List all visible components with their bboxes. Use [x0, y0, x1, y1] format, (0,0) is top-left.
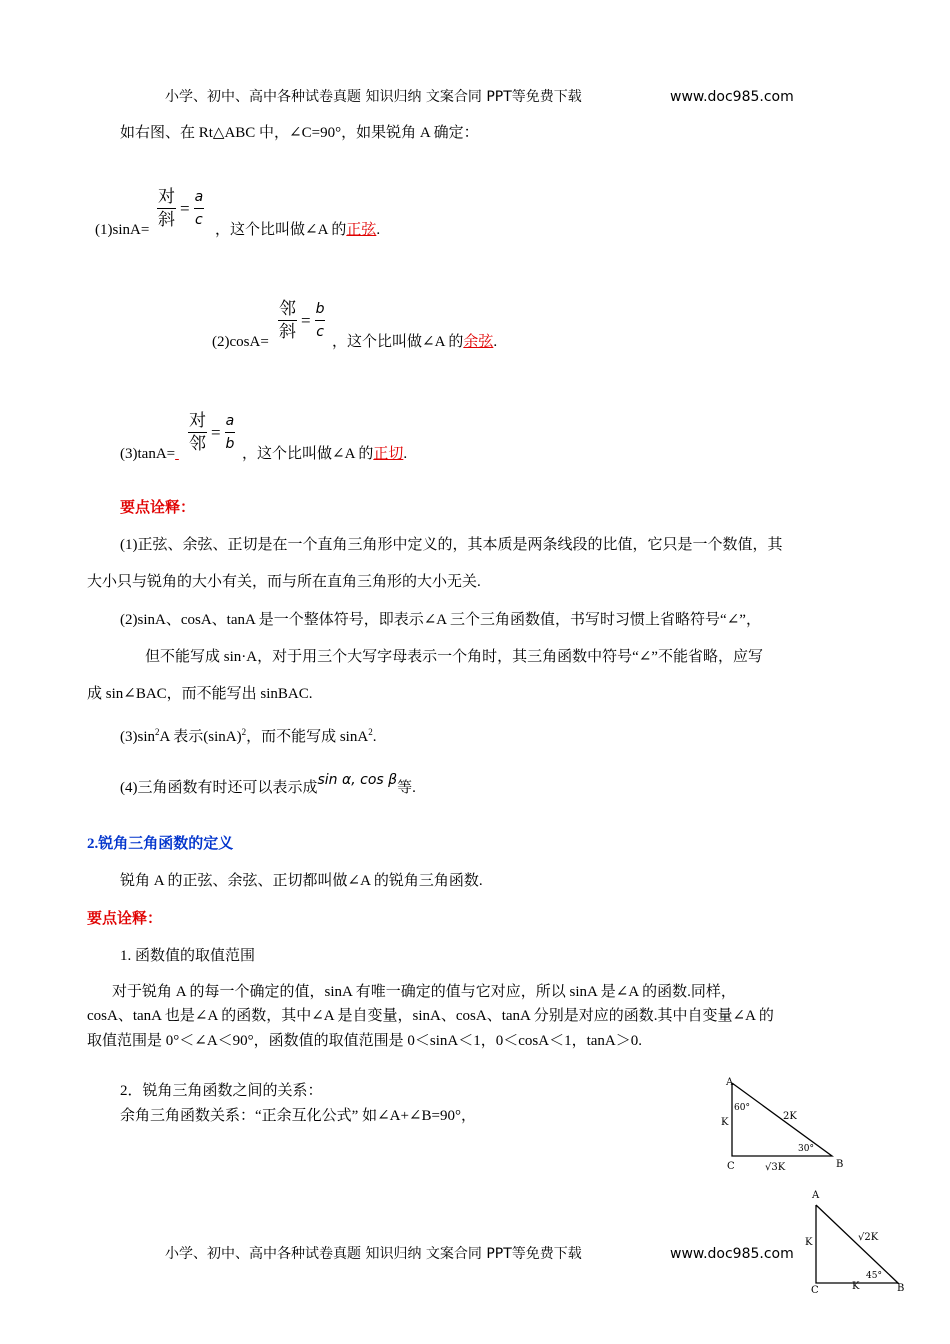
equals-sign: = [211, 422, 221, 442]
angle-b: 30° [798, 1144, 814, 1154]
cos-fraction [278, 298, 325, 343]
note-line: 成 sin∠BAC，而不能写出 sinBAC. [87, 686, 313, 702]
period: . [372, 729, 377, 745]
def-text: ，这个比叫做∠A 的 [332, 334, 464, 350]
angle-b: 45° [866, 1271, 882, 1281]
note-4 [120, 772, 416, 798]
numerator: b [315, 298, 326, 321]
period: . [493, 334, 498, 350]
footer-text: 小学、初中、高中各种试卷真题 知识归纳 文案合同 PPT等免费下载 [165, 1246, 582, 1262]
def-text: ，这个比叫做∠A 的 [242, 446, 374, 462]
vertex-c: C [727, 1161, 735, 1172]
note-4-part: 等. [397, 780, 416, 796]
numerator: 邻 [278, 298, 297, 321]
notes-title: 要点诠释： [120, 500, 196, 516]
def-text: ，这个比叫做∠A 的 [215, 222, 347, 238]
note-3 [120, 722, 376, 747]
cos-text [332, 332, 497, 352]
intro-text: 如右图、在 Rt△ABC 中，∠C=90°，如果锐角 A 确定： [120, 125, 479, 141]
tan-prefix: (3)tanA= [120, 446, 176, 462]
section-text: 锐角 A 的正弦、余弦、正切都叫做∠A 的锐角三角函数. [120, 873, 483, 889]
subheading-1: 1. 函数值的取值范围 [120, 948, 256, 964]
numerator: 对 [157, 186, 176, 209]
equals-sign: = [301, 310, 311, 330]
side-bc: K [852, 1281, 860, 1292]
vertex-b: B [897, 1283, 905, 1294]
note-3-part: A 表示(sinA) [159, 729, 242, 745]
note-3-part: ，而不能写成 sinA [246, 729, 369, 745]
superscript: 2 [241, 727, 247, 737]
vertex-b: B [836, 1159, 844, 1170]
denominator: c [195, 212, 203, 228]
triangle-45 [800, 1185, 920, 1295]
sin-definition [95, 220, 149, 240]
para-line: 取值范围是 0°＜∠A＜90°，函数值的取值范围是 0＜sinA＜1，0＜cosA＜1，tanA＞0. [87, 1033, 642, 1049]
tan-text [242, 444, 407, 464]
term-tangent: 正切 [373, 446, 404, 462]
notes-title-2: 要点诠释： [87, 911, 163, 927]
superscript: 2 [368, 727, 373, 737]
equals-sign: = [180, 198, 190, 218]
side-ab: √2K [858, 1232, 879, 1243]
numerator: a [194, 186, 205, 209]
vertex-a: A [726, 1077, 734, 1088]
vertex-c: C [811, 1285, 819, 1295]
vertex-a: A [812, 1190, 820, 1201]
note-line: 但不能写成 sin·A，对于用三个大写字母表示一个角时，其三角函数中符号“∠”不能省略，应写 [145, 649, 763, 665]
denominator: c [316, 324, 324, 340]
para-line: cosA、tanA 也是∠A 的函数，其中∠A 是自变量，sinA、cosA、tanA 分别是对应的函数.其中自变量∠A 的 [87, 1008, 774, 1024]
cos-prefix: (2)cosA= [212, 334, 269, 350]
note-line: 大小只与锐角的大小有关，而与所在直角三角形的大小无关. [87, 574, 481, 590]
cos-definition [212, 332, 269, 352]
para-line: 对于锐角 A 的每一个确定的值，sinA 有唯一确定的值与它对应，所以 sinA 是∠A 的函数.同样， [112, 984, 736, 1000]
header-url[interactable]: www.doc985.com [670, 89, 794, 105]
formula: sin α, cos β [317, 772, 398, 788]
side-ab: 2K [783, 1111, 797, 1122]
sin-fraction [157, 186, 204, 231]
period: . [403, 446, 408, 462]
tan-fraction [188, 410, 235, 455]
denominator: 斜 [158, 210, 175, 229]
numerator: 对 [188, 410, 207, 433]
sin-text [215, 220, 380, 240]
underline-mark [175, 446, 179, 462]
side-ac: K [805, 1237, 813, 1248]
tan-definition [120, 444, 179, 464]
section-title: 2.锐角三角函数的定义 [87, 836, 234, 852]
denominator: 邻 [189, 434, 206, 453]
note-line: (2)sinA、cosA、tanA 是一个整体符号，即表示∠A 三个三角函数值，书写时习惯上省略符号“∠”， [120, 612, 761, 628]
denominator: 斜 [279, 322, 296, 341]
note-3-part: (3)sin [120, 729, 155, 745]
term-cosine: 余弦 [463, 334, 494, 350]
triangle-shape [816, 1205, 898, 1283]
subheading-2: 2．锐角三角函数之间的关系： [120, 1083, 323, 1099]
numerator: a [225, 410, 236, 433]
term-sine: 正弦 [346, 222, 377, 238]
sin-prefix: (1)sinA= [95, 222, 150, 238]
footer-url[interactable]: www.doc985.com [670, 1246, 794, 1262]
period: . [376, 222, 381, 238]
side-ac: K [721, 1117, 729, 1128]
triangle-shape [732, 1083, 832, 1156]
header-text: 小学、初中、高中各种试卷真题 知识归纳 文案合同 PPT等免费下载 [165, 89, 582, 105]
triangle-30-60 [715, 1075, 855, 1175]
angle-a: 60° [734, 1103, 750, 1113]
note-line: (1)正弦、余弦、正切是在一个直角三角形中定义的，其本质是两条线段的比值，它只是一个数值，其 [120, 537, 783, 553]
subheading-2-text: 余角三角函数关系：“正余互化公式” 如∠A+∠B=90°， [120, 1108, 476, 1124]
note-4-part: (4)三角函数有时还可以表示成 [120, 780, 318, 796]
denominator: b [225, 436, 235, 452]
side-bc: √3K [765, 1162, 786, 1173]
superscript: 2 [155, 727, 160, 737]
